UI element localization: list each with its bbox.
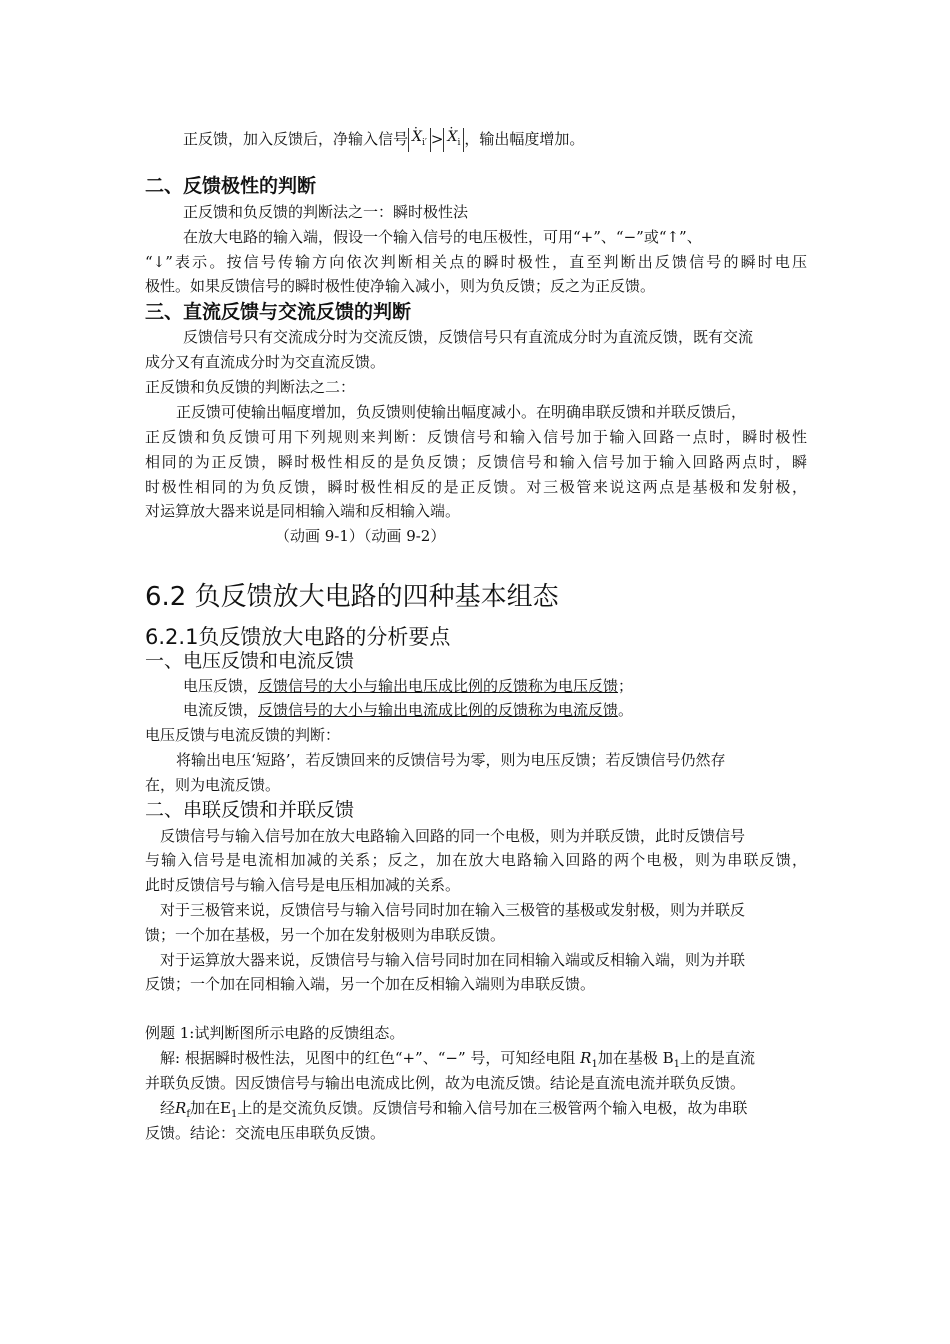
paragraph-line: 时极性相同的为负反馈，瞬时极性相反的是正反馈。对三极管来说这两点是基极和发射极， xyxy=(145,478,807,496)
definition: 反馈信号的大小与输出电压成比例的反馈称为电压反馈 xyxy=(258,677,619,695)
animation-links: （动画 9-1）（动画 9-2） xyxy=(275,527,446,545)
punct: 。 xyxy=(618,701,634,719)
section-heading: 二、串联反馈和并联反馈 xyxy=(145,799,355,821)
voltage-feedback-def xyxy=(183,676,633,696)
paragraph-line: 反馈；一个加在同相输入端，另一个加在反相输入端则为串联反馈。 xyxy=(145,975,596,993)
x-symbol: · X xyxy=(412,129,422,145)
paragraph-line: 反馈信号与输入信号加在放大电路输入回路的同一个电极，则为并联反馈，此时反馈信号 xyxy=(160,827,746,845)
paragraph-line: 在，则为电流反馈。 xyxy=(145,776,281,794)
x-symbol: · X xyxy=(447,129,457,145)
paragraph-line: 相同的为正反馈，瞬时极性相反的是负反馈；反馈信号和输入信号加于输入回路两点时，瞬 xyxy=(145,453,807,471)
abs-input xyxy=(443,128,464,152)
text: 上的是直流 xyxy=(680,1049,756,1067)
abs-net-input xyxy=(408,128,431,152)
solution-line: 反馈。结论：交流电压串联负反馈。 xyxy=(145,1124,386,1142)
paragraph-line: 与输入信号是电流相加减的关系；反之，加在放大电路输入回路的两个电极，则为串联反馈， xyxy=(145,851,807,869)
method-title: 正反馈和负反馈的判断法之二： xyxy=(145,378,356,396)
definition: 反馈信号的大小与输出电流成比例的反馈称为电流反馈 xyxy=(258,701,619,719)
subscript: 1 xyxy=(591,1059,598,1070)
text: 上的是交流负反馈。反馈信号和输入信号加在三极管两个输入电极，故为串联 xyxy=(237,1099,748,1117)
section-heading: 一、电压反馈和电流反馈 xyxy=(145,650,355,672)
subscript: 1 xyxy=(673,1059,681,1070)
paragraph-line: 正反馈可使输出幅度增加，负反馈则使输出幅度减小。在明确串联反馈和并联反馈后， xyxy=(176,403,747,421)
resistor-symbol: R xyxy=(175,1099,187,1117)
judge-title: 电压反馈与电流反馈的判断： xyxy=(145,726,341,744)
text: 解: 根据瞬时极性法，见图中的红色“+”、“−” 号，可知经电阻 xyxy=(160,1049,581,1067)
paragraph-line: 对运算放大器来说是同相输入端和反相输入端。 xyxy=(145,502,461,520)
chapter-title: 6.2 负反馈放大电路的四种基本组态 xyxy=(145,582,559,612)
solution-line xyxy=(160,1048,755,1075)
text: 正反馈，加入反馈后，净输入信号 xyxy=(183,129,409,148)
text: 经 xyxy=(160,1099,176,1117)
paragraph-line: 对于三极管来说，反馈信号与输入信号同时加在输入三极管的基极或发射极，则为并联反 xyxy=(160,901,746,919)
paragraph-line: 极性。如果反馈信号的瞬时极性使净输入减小，则为负反馈；反之为正反馈。 xyxy=(145,277,656,295)
section-heading: 三、直流反馈与交流反馈的判断 xyxy=(145,301,412,323)
label: 电压反馈， xyxy=(183,677,259,695)
resistor-symbol: R xyxy=(580,1049,592,1067)
subscript: i xyxy=(457,137,461,148)
positive-feedback-line xyxy=(183,128,584,152)
subscript: i′ xyxy=(421,137,427,148)
paragraph-line: 在放大电路的输入端，假设一个输入信号的电压极性，可用“+”、“−”或“↑”、 xyxy=(183,228,702,246)
paragraph-line: 成分又有直流成分时为交直流反馈。 xyxy=(145,353,386,371)
paragraph-line: 将输出电压‘短路’，若反馈回来的反馈信号为零，则为电压反馈；若反馈信号仍然存 xyxy=(176,751,726,769)
text: 加在基极 B xyxy=(597,1049,674,1067)
paragraph-line: 此时反馈信号与输入信号是电压相加减的关系。 xyxy=(145,876,461,894)
label: 电流反馈， xyxy=(183,701,259,719)
solution-line: 并联负反馈。因反馈信号与输出电流成比例，故为电流反馈。结论是直流电流并联负反馈。 xyxy=(145,1074,746,1092)
paragraph-line: 反馈信号只有交流成分时为交流反馈，反馈信号只有直流成分时为直流反馈，既有交流 xyxy=(183,328,754,346)
punct: ； xyxy=(618,677,634,695)
text: 加在E xyxy=(190,1099,231,1117)
solution-line xyxy=(160,1098,747,1125)
current-feedback-def xyxy=(183,700,633,720)
paragraph-line: 正反馈和负反馈可用下列规则来判断：反馈信号和输入信号加于输入回路一点时，瞬时极性 xyxy=(145,428,807,446)
paragraph-line: 馈；一个加在基极，另一个加在发射极则为串联反馈。 xyxy=(145,926,506,944)
subscript: 1 xyxy=(230,1109,238,1120)
text: ，输出幅度增加。 xyxy=(464,129,585,148)
chapter-subtitle: 6.2.1负反馈放大电路的分析要点 xyxy=(145,625,451,649)
paragraph-line: 对于运算放大器来说，反馈信号与输入信号同时加在同相输入端或反相输入端，则为并联 xyxy=(160,951,746,969)
method-title: 正反馈和负反馈的判断法之一：瞬时极性法 xyxy=(183,203,469,221)
paragraph-line: “↓”表示。按信号传输方向依次判断相关点的瞬时极性，直至判断出反馈信号的瞬时电压 xyxy=(145,253,807,271)
section-heading: 二、反馈极性的判断 xyxy=(145,175,317,197)
subscript: f xyxy=(186,1109,191,1120)
example-title: 例题 1:试判断图所示电路的反馈组态。 xyxy=(145,1024,405,1042)
greater-than: > xyxy=(430,129,444,148)
